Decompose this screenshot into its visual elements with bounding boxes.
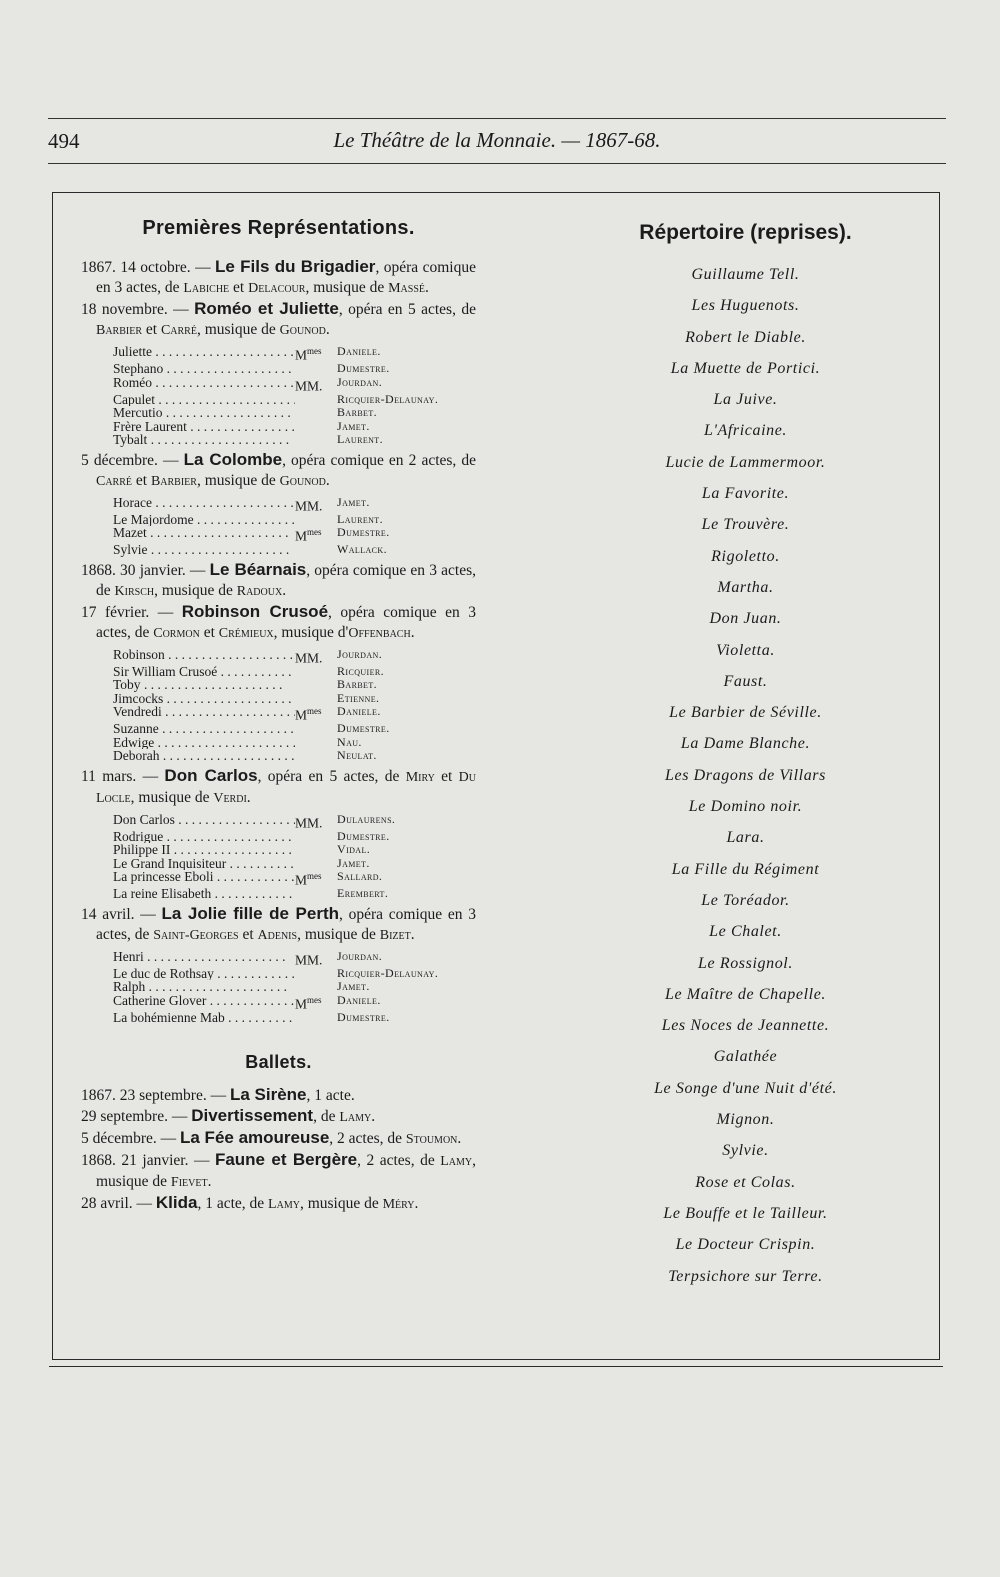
role-name: Sylvie . . . xyxy=(113,543,295,557)
entry-date: 17 février. — xyxy=(81,603,182,621)
role-name: Ralph . . . xyxy=(113,980,295,994)
honorific-text: MM. xyxy=(295,498,323,513)
repertoire-item: La Fille du Régiment xyxy=(671,860,820,878)
honorific-text: MM. xyxy=(295,952,323,967)
repertoire-item: Violetta. xyxy=(716,641,775,659)
entry-text: . xyxy=(425,279,429,296)
content-frame xyxy=(52,192,940,1360)
cast-list xyxy=(113,648,476,763)
cast-row xyxy=(113,678,476,692)
work-title: Le Béarnais xyxy=(209,559,307,579)
author-name: Carré xyxy=(96,473,133,489)
cast-row xyxy=(113,887,476,901)
actor-name: Erembert. xyxy=(337,886,389,900)
honorific-text: M xyxy=(295,872,308,888)
actor-name: Dumestre. xyxy=(337,525,390,539)
repertoire-item: Martha. xyxy=(717,578,774,596)
repertoire-title: Répertoire (reprises). xyxy=(639,221,852,244)
role-name: Le duc de Rothsay . . . xyxy=(113,967,295,981)
cast-row xyxy=(113,843,476,857)
honorific-text: MM. xyxy=(295,650,323,665)
right-column xyxy=(588,221,903,1292)
honorific xyxy=(295,376,337,393)
entry-date: 18 novembre. — xyxy=(81,301,195,318)
work-title: La Sirène xyxy=(229,1085,307,1104)
repertoire-item: Le Trouvère. xyxy=(701,516,790,534)
role-name: Don Carlos . . . xyxy=(113,813,295,830)
entry xyxy=(81,257,476,299)
honorific xyxy=(295,406,337,420)
entry-text: , musique de xyxy=(196,321,280,338)
cast-row xyxy=(113,980,476,994)
role-name: Horace . . . xyxy=(113,496,295,513)
honorific-text: M xyxy=(295,707,308,723)
repertoire-item: La Juive. xyxy=(713,391,778,409)
author-name: Barbier xyxy=(96,323,143,338)
role-name: Deborah . . . xyxy=(113,749,295,763)
cast-row xyxy=(113,648,476,665)
entry xyxy=(81,450,476,492)
role-name: Tybalt . . . xyxy=(113,433,295,447)
repertoire-item: Sylvie. xyxy=(722,1142,769,1160)
honorific xyxy=(295,648,337,665)
role-name: Frère Laurent . . . xyxy=(113,420,295,434)
work-title: Robinson Crusoé xyxy=(181,601,329,621)
entry-text: , opéra comique en 3 actes, de xyxy=(96,561,476,599)
actor-name: Jamet. xyxy=(337,494,370,509)
entry-text: , 2 actes, de xyxy=(329,1130,406,1147)
actor-name: Jourdan. xyxy=(337,948,383,963)
cast-list xyxy=(113,496,476,557)
cast-row xyxy=(113,526,476,543)
entry xyxy=(81,1128,476,1150)
entry-text: , opéra comique en 3 actes, de xyxy=(96,603,476,641)
repertoire-item: Le Songe d'une Nuit d'été. xyxy=(654,1079,837,1097)
entry-text: , opéra comique en 3 actes, de xyxy=(96,905,476,943)
role-name: Robinson . . . xyxy=(113,648,295,665)
repertoire-item: Robert le Diable. xyxy=(685,328,806,346)
repertoire-item: Le Bouffe et le Tailleur. xyxy=(663,1204,828,1222)
author-name: Carré xyxy=(160,323,197,338)
entry xyxy=(81,1106,476,1128)
running-title: Le Théâtre de la Monnaie. — 1867-68. xyxy=(333,128,661,152)
entry-text: , opéra comique en 3 actes, de xyxy=(96,259,476,296)
role-name: Henri . . . xyxy=(113,950,295,967)
entry-text: . xyxy=(371,1108,376,1125)
cast-row xyxy=(113,393,476,407)
repertoire-item: Galathée xyxy=(713,1048,778,1066)
honorific-text: M xyxy=(295,528,308,544)
honorific xyxy=(295,705,337,722)
honorific xyxy=(295,749,337,763)
author-name: Radoux xyxy=(236,583,283,599)
repertoire-item: Lucie de Lammermoor. xyxy=(665,453,826,471)
entry xyxy=(81,1193,476,1215)
cast-row xyxy=(113,813,476,830)
cast-row xyxy=(113,994,476,1011)
honorific xyxy=(295,433,337,447)
actor-name: Jourdan. xyxy=(337,646,383,661)
actor-name: Nau. xyxy=(337,734,362,749)
role-name: Le Grand Inquisiteur . . . xyxy=(113,857,295,871)
entry-text: , musique de xyxy=(297,925,380,943)
repertoire-item: Don Juan. xyxy=(709,610,782,628)
role-name: Le Majordome . . . xyxy=(113,513,295,527)
work-title: Klida xyxy=(155,1193,198,1212)
entry-text: , opéra en 5 actes, de xyxy=(338,301,476,318)
work-title: Le Fils du Brigadier xyxy=(215,257,376,276)
entry-text: . xyxy=(282,581,287,599)
cast-row xyxy=(113,692,476,706)
honorific xyxy=(295,692,337,706)
entry-date: 28 avril. — xyxy=(81,1195,156,1212)
cast-list xyxy=(113,813,476,901)
entry-text: et xyxy=(132,471,151,489)
honorific xyxy=(295,950,337,967)
cast-list xyxy=(113,345,476,447)
author-name: Du Locle xyxy=(96,769,476,806)
role-name: Toby . . . xyxy=(113,678,295,692)
author-name: Crémieux xyxy=(218,625,274,641)
repertoire-item: Le Chalet. xyxy=(709,923,782,941)
honorific xyxy=(295,994,337,1011)
honorific-sup: mes xyxy=(307,706,322,716)
entry-text: , de xyxy=(313,1108,340,1125)
cast-row xyxy=(113,736,476,750)
repertoire-item: Faust. xyxy=(723,672,768,690)
entry-text: , musique de xyxy=(196,471,280,489)
repertoire-item: Les Noces de Jeannette. xyxy=(661,1017,830,1035)
repertoire-item: La Dame Blanche. xyxy=(680,735,811,753)
cast-row xyxy=(113,950,476,967)
entry-text: et xyxy=(238,925,258,943)
actor-name: Daniele. xyxy=(337,992,381,1007)
role-name: Catherine Glover . . . xyxy=(113,994,295,1011)
role-name: Roméo . . . xyxy=(113,376,295,393)
author-name: Adenis xyxy=(257,927,298,943)
honorific-text: MM. xyxy=(295,378,323,393)
author-name: Lamy xyxy=(440,1154,473,1169)
honorific xyxy=(295,887,337,901)
author-name: Kirsch xyxy=(114,583,155,599)
author-name: Méry xyxy=(382,1197,415,1212)
entry-date: 5 décembre. — xyxy=(81,1130,180,1147)
actor-name: Vidal. xyxy=(337,842,371,856)
role-name: Capulet . . . xyxy=(113,393,295,407)
entry-date: 11 mars. — xyxy=(81,767,165,785)
premieres-title: Premières Représentations. xyxy=(142,217,415,239)
role-name: Sir William Crusoé . . . xyxy=(113,665,295,679)
entry-text: , 1 acte. xyxy=(306,1087,355,1104)
author-name: Saint-Georges xyxy=(153,927,239,943)
actor-name: Neulat. xyxy=(337,748,377,762)
entry-date: 29 septembre. — xyxy=(81,1108,192,1125)
honorific xyxy=(295,526,337,543)
entry-text: , musique d' xyxy=(273,623,349,641)
cast-row xyxy=(113,1011,476,1025)
author-name: Massé xyxy=(388,281,425,296)
role-name: Mercutio . . . xyxy=(113,406,295,420)
cast-row xyxy=(113,543,476,557)
role-name: La reine Elisabeth . . . xyxy=(113,887,295,901)
honorific xyxy=(295,362,337,376)
honorific xyxy=(295,1011,337,1025)
actor-name: Dumestre. xyxy=(337,828,390,843)
repertoire-item: Le Domino noir. xyxy=(688,798,803,816)
repertoire-item: Lara. xyxy=(726,829,765,847)
honorific xyxy=(295,665,337,679)
entry xyxy=(81,904,476,946)
honorific-sup: mes xyxy=(307,994,322,1005)
repertoire-item: Mignon. xyxy=(716,1111,775,1129)
repertoire-list xyxy=(588,259,903,1292)
repertoire-item: Rose et Colas. xyxy=(695,1173,796,1191)
page-number: 494 xyxy=(48,129,80,153)
author-name: Offenbach xyxy=(348,625,411,641)
entry-text: , musique de xyxy=(96,1152,476,1190)
entry xyxy=(81,560,476,602)
entry xyxy=(81,299,476,341)
honorific xyxy=(295,393,337,407)
honorific xyxy=(295,678,337,692)
repertoire-item: La Muette de Portici. xyxy=(670,359,821,377)
entry-date: 5 décembre. — xyxy=(81,451,184,469)
entry-text: , opéra en 5 actes, de xyxy=(257,767,406,785)
actor-name: Dulaurens. xyxy=(337,811,396,826)
author-name: Lamy xyxy=(268,1197,300,1212)
entry-date: 1868. 30 janvier. — xyxy=(81,561,210,579)
honorific-sup: mes xyxy=(307,871,322,881)
honorific-sup: mes xyxy=(307,527,322,537)
entry-date: 14 avril. — xyxy=(81,905,162,923)
cast-row xyxy=(113,420,476,434)
repertoire-item: Les Dragons de Villars xyxy=(665,766,826,784)
author-name: Lamy xyxy=(339,1110,372,1125)
author-name: Gounod xyxy=(279,323,326,338)
entry-text: . xyxy=(325,321,330,338)
entry-text: , musique de xyxy=(130,788,214,806)
entry-date: 1868. 21 janvier. — xyxy=(81,1152,215,1169)
cast-list xyxy=(113,950,476,1025)
author-name: Delacour xyxy=(248,281,306,296)
actor-name: Jourdan. xyxy=(337,374,383,389)
honorific xyxy=(295,870,337,887)
honorific xyxy=(295,736,337,750)
actor-name: Ricquier. xyxy=(337,663,385,678)
entry-text: et xyxy=(434,767,459,785)
repertoire-item: Les Huguenots. xyxy=(691,297,800,315)
honorific xyxy=(295,513,337,527)
repertoire-item: Guillaume Tell. xyxy=(691,266,800,283)
honorific xyxy=(295,813,337,830)
ballets-title: Ballets. xyxy=(245,1052,312,1072)
entry-text: . xyxy=(246,788,251,806)
role-name: Stephano . . . xyxy=(113,362,295,376)
role-name: Rodrigue . . . xyxy=(113,830,295,844)
cast-row xyxy=(113,362,476,376)
repertoire-item: Le Docteur Crispin. xyxy=(675,1236,816,1254)
entry-text: . xyxy=(410,925,415,943)
entry-date: 1867. 14 octobre. — xyxy=(81,259,216,276)
premieres-list xyxy=(81,257,476,1024)
left-column xyxy=(81,217,476,1215)
work-title: Faune et Bergère xyxy=(214,1150,358,1169)
role-name: Philippe II . . . xyxy=(113,843,295,857)
honorific-text: M xyxy=(295,347,308,363)
actor-name: Laurent. xyxy=(337,432,383,446)
actor-name: Ricquier-Delaunay. xyxy=(337,965,439,980)
repertoire-item: Le Barbier de Séville. xyxy=(669,704,822,722)
honorific xyxy=(295,830,337,844)
honorific xyxy=(295,722,337,736)
author-name: Stoumon xyxy=(405,1132,458,1147)
entry-text: et xyxy=(229,279,249,296)
author-name: Cormon xyxy=(153,625,200,641)
entry-text: , opéra comique en 2 actes, de xyxy=(282,451,476,469)
entry-text: . xyxy=(414,1195,419,1212)
honorific xyxy=(295,857,337,871)
entry-text: . xyxy=(410,623,415,641)
entry-text: , musique de xyxy=(299,1195,383,1212)
author-name: Bizet xyxy=(379,927,411,943)
ballets-list xyxy=(81,1085,476,1215)
role-name: Suzanne . . . xyxy=(113,722,295,736)
honorific xyxy=(295,345,337,362)
honorific-text: M xyxy=(295,996,308,1011)
actor-name: Dumestre. xyxy=(337,361,390,375)
repertoire-item: Terpsichore sur Terre. xyxy=(668,1267,823,1285)
honorific-sup: mes xyxy=(307,346,322,356)
honorific xyxy=(295,843,337,857)
entry-text: . xyxy=(325,471,330,489)
actor-name: Barbet. xyxy=(337,677,378,691)
role-name: La bohémienne Mab . . . xyxy=(113,1011,295,1025)
cast-row xyxy=(113,870,476,887)
honorific xyxy=(295,420,337,434)
cast-row xyxy=(113,406,476,420)
cast-row xyxy=(113,345,476,362)
author-name: Gounod xyxy=(279,473,326,489)
cast-row xyxy=(113,857,476,871)
cast-row xyxy=(113,722,476,736)
work-title: Divertissement xyxy=(191,1106,314,1125)
entry-text: , 1 acte, de xyxy=(197,1195,269,1212)
actor-name: Etienne. xyxy=(337,690,380,705)
work-title: Roméo et Juliette xyxy=(194,299,339,318)
author-name: Labiche xyxy=(183,281,230,296)
role-name: Mazet . . . xyxy=(113,526,295,543)
entry xyxy=(81,1150,476,1193)
running-header xyxy=(48,118,946,164)
honorific xyxy=(295,543,337,557)
actor-name: Dumestre. xyxy=(337,721,390,735)
entry-text: . xyxy=(207,1173,212,1190)
entry-text: et xyxy=(142,321,161,338)
entry xyxy=(81,766,476,809)
honorific xyxy=(295,980,337,994)
actor-name: Laurent. xyxy=(337,511,383,526)
repertoire-item: Rigoletto. xyxy=(711,547,780,565)
honorific xyxy=(295,967,337,981)
entry xyxy=(81,602,476,644)
work-title: La Fée amoureuse xyxy=(180,1128,330,1147)
actor-name: Dumestre. xyxy=(337,1009,390,1024)
cast-row xyxy=(113,376,476,393)
entry-text: , 2 actes, de xyxy=(357,1152,441,1169)
actor-name: Daniele. xyxy=(337,344,381,358)
actor-name: Ricquier-Delaunay. xyxy=(337,391,439,406)
repertoire-item: Le Maître de Chapelle. xyxy=(664,985,827,1003)
author-name: Fievet xyxy=(170,1175,208,1190)
role-name: Juliette . . . xyxy=(113,345,295,362)
work-title: La Colombe xyxy=(183,449,283,469)
role-name: Jimcocks . . . xyxy=(113,692,295,706)
role-name: Vendredi . . . xyxy=(113,705,295,722)
cast-row xyxy=(113,513,476,527)
role-name: La princesse Eboli . . . xyxy=(113,870,295,887)
entry-date: 1867. 23 septembre. — xyxy=(81,1087,230,1104)
actor-name: Jamet. xyxy=(337,418,370,433)
entry-text: et xyxy=(199,623,219,641)
entry xyxy=(81,1085,476,1106)
cast-row xyxy=(113,665,476,679)
cast-row xyxy=(113,830,476,844)
actor-name: Sallard. xyxy=(337,869,383,883)
actor-name: Barbet. xyxy=(337,405,378,419)
honorific xyxy=(295,496,337,513)
actor-name: Jamet. xyxy=(337,979,370,993)
repertoire-item: L'Africaine. xyxy=(703,422,788,440)
actor-name: Wallack. xyxy=(337,542,387,556)
work-title: La Jolie fille de Perth xyxy=(161,903,339,923)
entry-text: , musique de xyxy=(154,581,237,599)
actor-name: Jamet. xyxy=(337,855,370,870)
cast-row xyxy=(113,433,476,447)
cast-row xyxy=(113,705,476,722)
entry-text: . xyxy=(457,1130,462,1147)
cast-row xyxy=(113,496,476,513)
repertoire-item: Le Rossignol. xyxy=(698,954,793,972)
work-title: Don Carlos xyxy=(164,765,258,785)
cast-row xyxy=(113,749,476,763)
cast-row xyxy=(113,967,476,981)
author-name: Barbier xyxy=(150,473,197,489)
author-name: Miry xyxy=(405,769,435,785)
role-name: Edwige . . . xyxy=(113,736,295,750)
actor-name: Daniele. xyxy=(337,704,381,718)
repertoire-item: La Favorite. xyxy=(701,485,790,503)
entry-text: , musique de xyxy=(305,279,389,296)
repertoire-item: Le Toréador. xyxy=(701,891,790,909)
honorific-text: MM. xyxy=(295,815,323,830)
author-name: Verdi xyxy=(213,790,247,806)
